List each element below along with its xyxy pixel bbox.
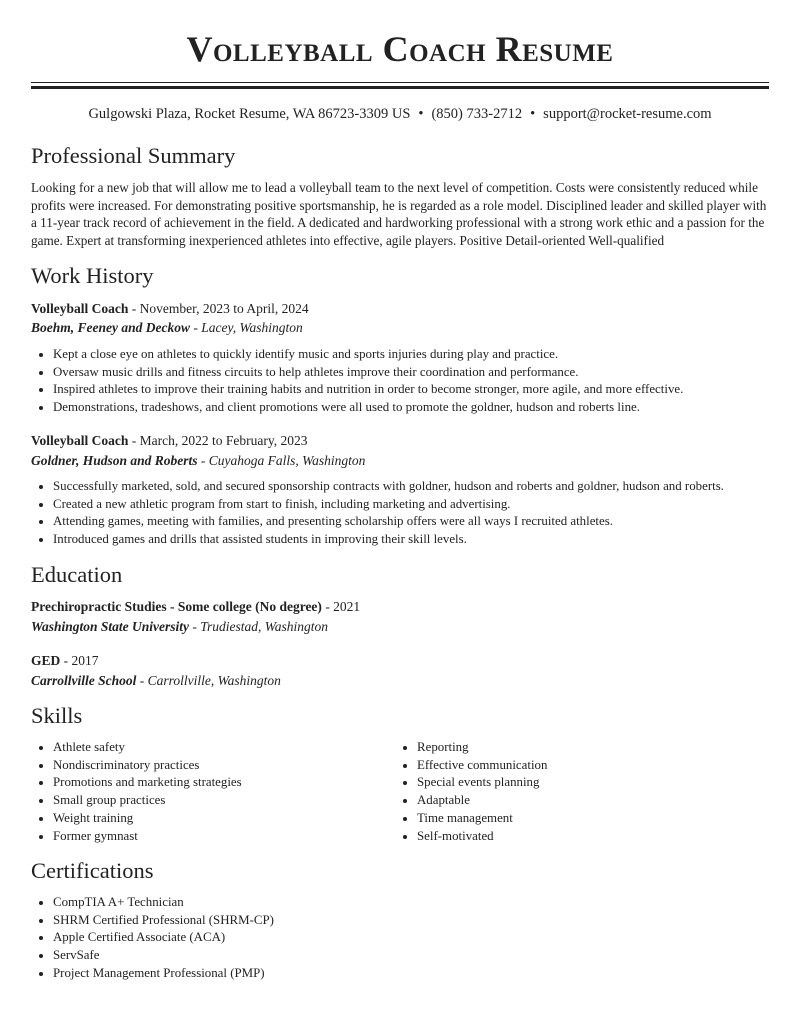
list-item: • Created a new athletic program from start to finish, including marketing and advertising.: [53, 496, 724, 514]
list-item: • Promotions and marketing strategies: [53, 774, 393, 792]
education-degree-line: [31, 597, 360, 616]
job-company-line: [31, 318, 303, 337]
list-item: • Reporting: [417, 739, 757, 757]
education-school-line: [31, 671, 281, 690]
contact-address: Gulgowski Plaza, Rocket Resume, WA 86723-3309 US: [88, 106, 411, 122]
education-school: Carrollville School: [31, 673, 137, 688]
job-location: - Lacey, Washington: [189, 320, 303, 335]
summary-text: Looking for a new job that will allow me to lead a volleyball team to the next level of competition. Costs were consistently reduced while profits were increased. For demonstrating positive sportsmanship, he is regarded as a role model. Disciplined leader and skilled player with a 11-year track record of achievement in the field. A dedicated and hardworking professional with a strong work ethic and a passion for the game. Expert at transforming inexperienced athletes into effective, agile players. Positive Detail-oriented Well-qualified: [31, 180, 767, 249]
job-location: - Cuyahoga Falls, Washington: [197, 453, 366, 468]
education-location: - Carrollville, Washington: [136, 673, 281, 688]
list-item: • Demonstrations, tradeshows, and client promotions were all used to promote the goldner, hudson and roberts line.: [53, 399, 683, 417]
contact-email: support@rocket-resume.com: [543, 106, 712, 122]
list-item: • SHRM Certified Professional (SHRM-CP): [53, 912, 274, 930]
list-item: • Nondiscriminatory practices: [53, 757, 393, 775]
job-dates: - November, 2023 to April, 2024: [128, 301, 309, 316]
skills-list-right: [395, 739, 757, 845]
education-year: - 2021: [321, 599, 361, 614]
list-item: • Small group practices: [53, 792, 393, 810]
education-degree: GED: [31, 653, 61, 668]
education-year: - 2017: [60, 653, 99, 668]
list-item: • Athlete safety: [53, 739, 393, 757]
list-item: • Kept a close eye on athletes to quickly identify music and sports injuries during play and practice.: [53, 346, 683, 364]
contact-phone: (850) 733-2712: [431, 106, 523, 122]
education-degree-line: [31, 651, 99, 670]
contact-separator: •: [530, 106, 536, 122]
contact-separator: •: [418, 106, 424, 122]
education-heading: Education: [31, 562, 123, 587]
contact-line: [31, 104, 769, 124]
list-item: • CompTIA A+ Technician: [53, 894, 274, 912]
summary-heading: Professional Summary: [31, 143, 236, 168]
job-title: Volleyball Coach: [31, 433, 129, 448]
list-item: • Self-motivated: [417, 828, 757, 846]
job-company: Goldner, Hudson and Roberts: [31, 453, 198, 468]
job-title: Volleyball Coach: [31, 301, 129, 316]
list-item: • Attending games, meeting with families, and presenting scholarship offers were all ways I recruited athletes.: [53, 513, 724, 531]
list-item: • Former gymnast: [53, 828, 393, 846]
list-item: • Apple Certified Associate (ACA): [53, 929, 274, 947]
list-item: • Effective communication: [417, 757, 757, 775]
list-item: • Inspired athletes to improve their training habits and nutrition in order to become stronger, more agile, and more effective.: [53, 381, 683, 399]
job-title-line: [31, 299, 309, 318]
job-dates: - March, 2022 to February, 2023: [128, 433, 308, 448]
skills-list-left: [31, 739, 393, 845]
skills-heading: Skills: [31, 703, 83, 728]
education-degree: Prechiropractic Studies - Some college (No degree): [31, 599, 322, 614]
list-item: • Special events planning: [417, 774, 757, 792]
certifications-heading: Certifications: [31, 858, 154, 883]
resume-title: Volleyball Coach Resume: [186, 29, 614, 69]
certifications-list: [31, 894, 274, 983]
job-bullets: [31, 478, 724, 549]
list-item: • Adaptable: [417, 792, 757, 810]
list-item: • Weight training: [53, 810, 393, 828]
list-item: • Oversaw music drills and fitness circuits to help athletes improve their coordination and performance.: [53, 364, 683, 382]
job-company-line: [31, 451, 365, 470]
education-school-line: [31, 617, 328, 636]
education-location: - Trudiestad, Washington: [189, 619, 329, 634]
title-divider-thin: [31, 82, 769, 83]
job-title-line: [31, 431, 307, 450]
job-bullets: [31, 346, 683, 417]
list-item: • ServSafe: [53, 947, 274, 965]
list-item: • Project Management Professional (PMP): [53, 965, 274, 983]
job-company: Boehm, Feeney and Deckow: [31, 320, 190, 335]
work-history-heading: Work History: [31, 263, 154, 288]
list-item: • Successfully marketed, sold, and secured sponsorship contracts with goldner, hudson and roberts and goldner, hudson and roberts.: [53, 478, 724, 496]
list-item: • Introduced games and drills that assisted students in improving their skill levels.: [53, 531, 724, 549]
list-item: • Time management: [417, 810, 757, 828]
title-divider-thick: [31, 86, 769, 89]
education-school: Washington State University: [31, 619, 190, 634]
